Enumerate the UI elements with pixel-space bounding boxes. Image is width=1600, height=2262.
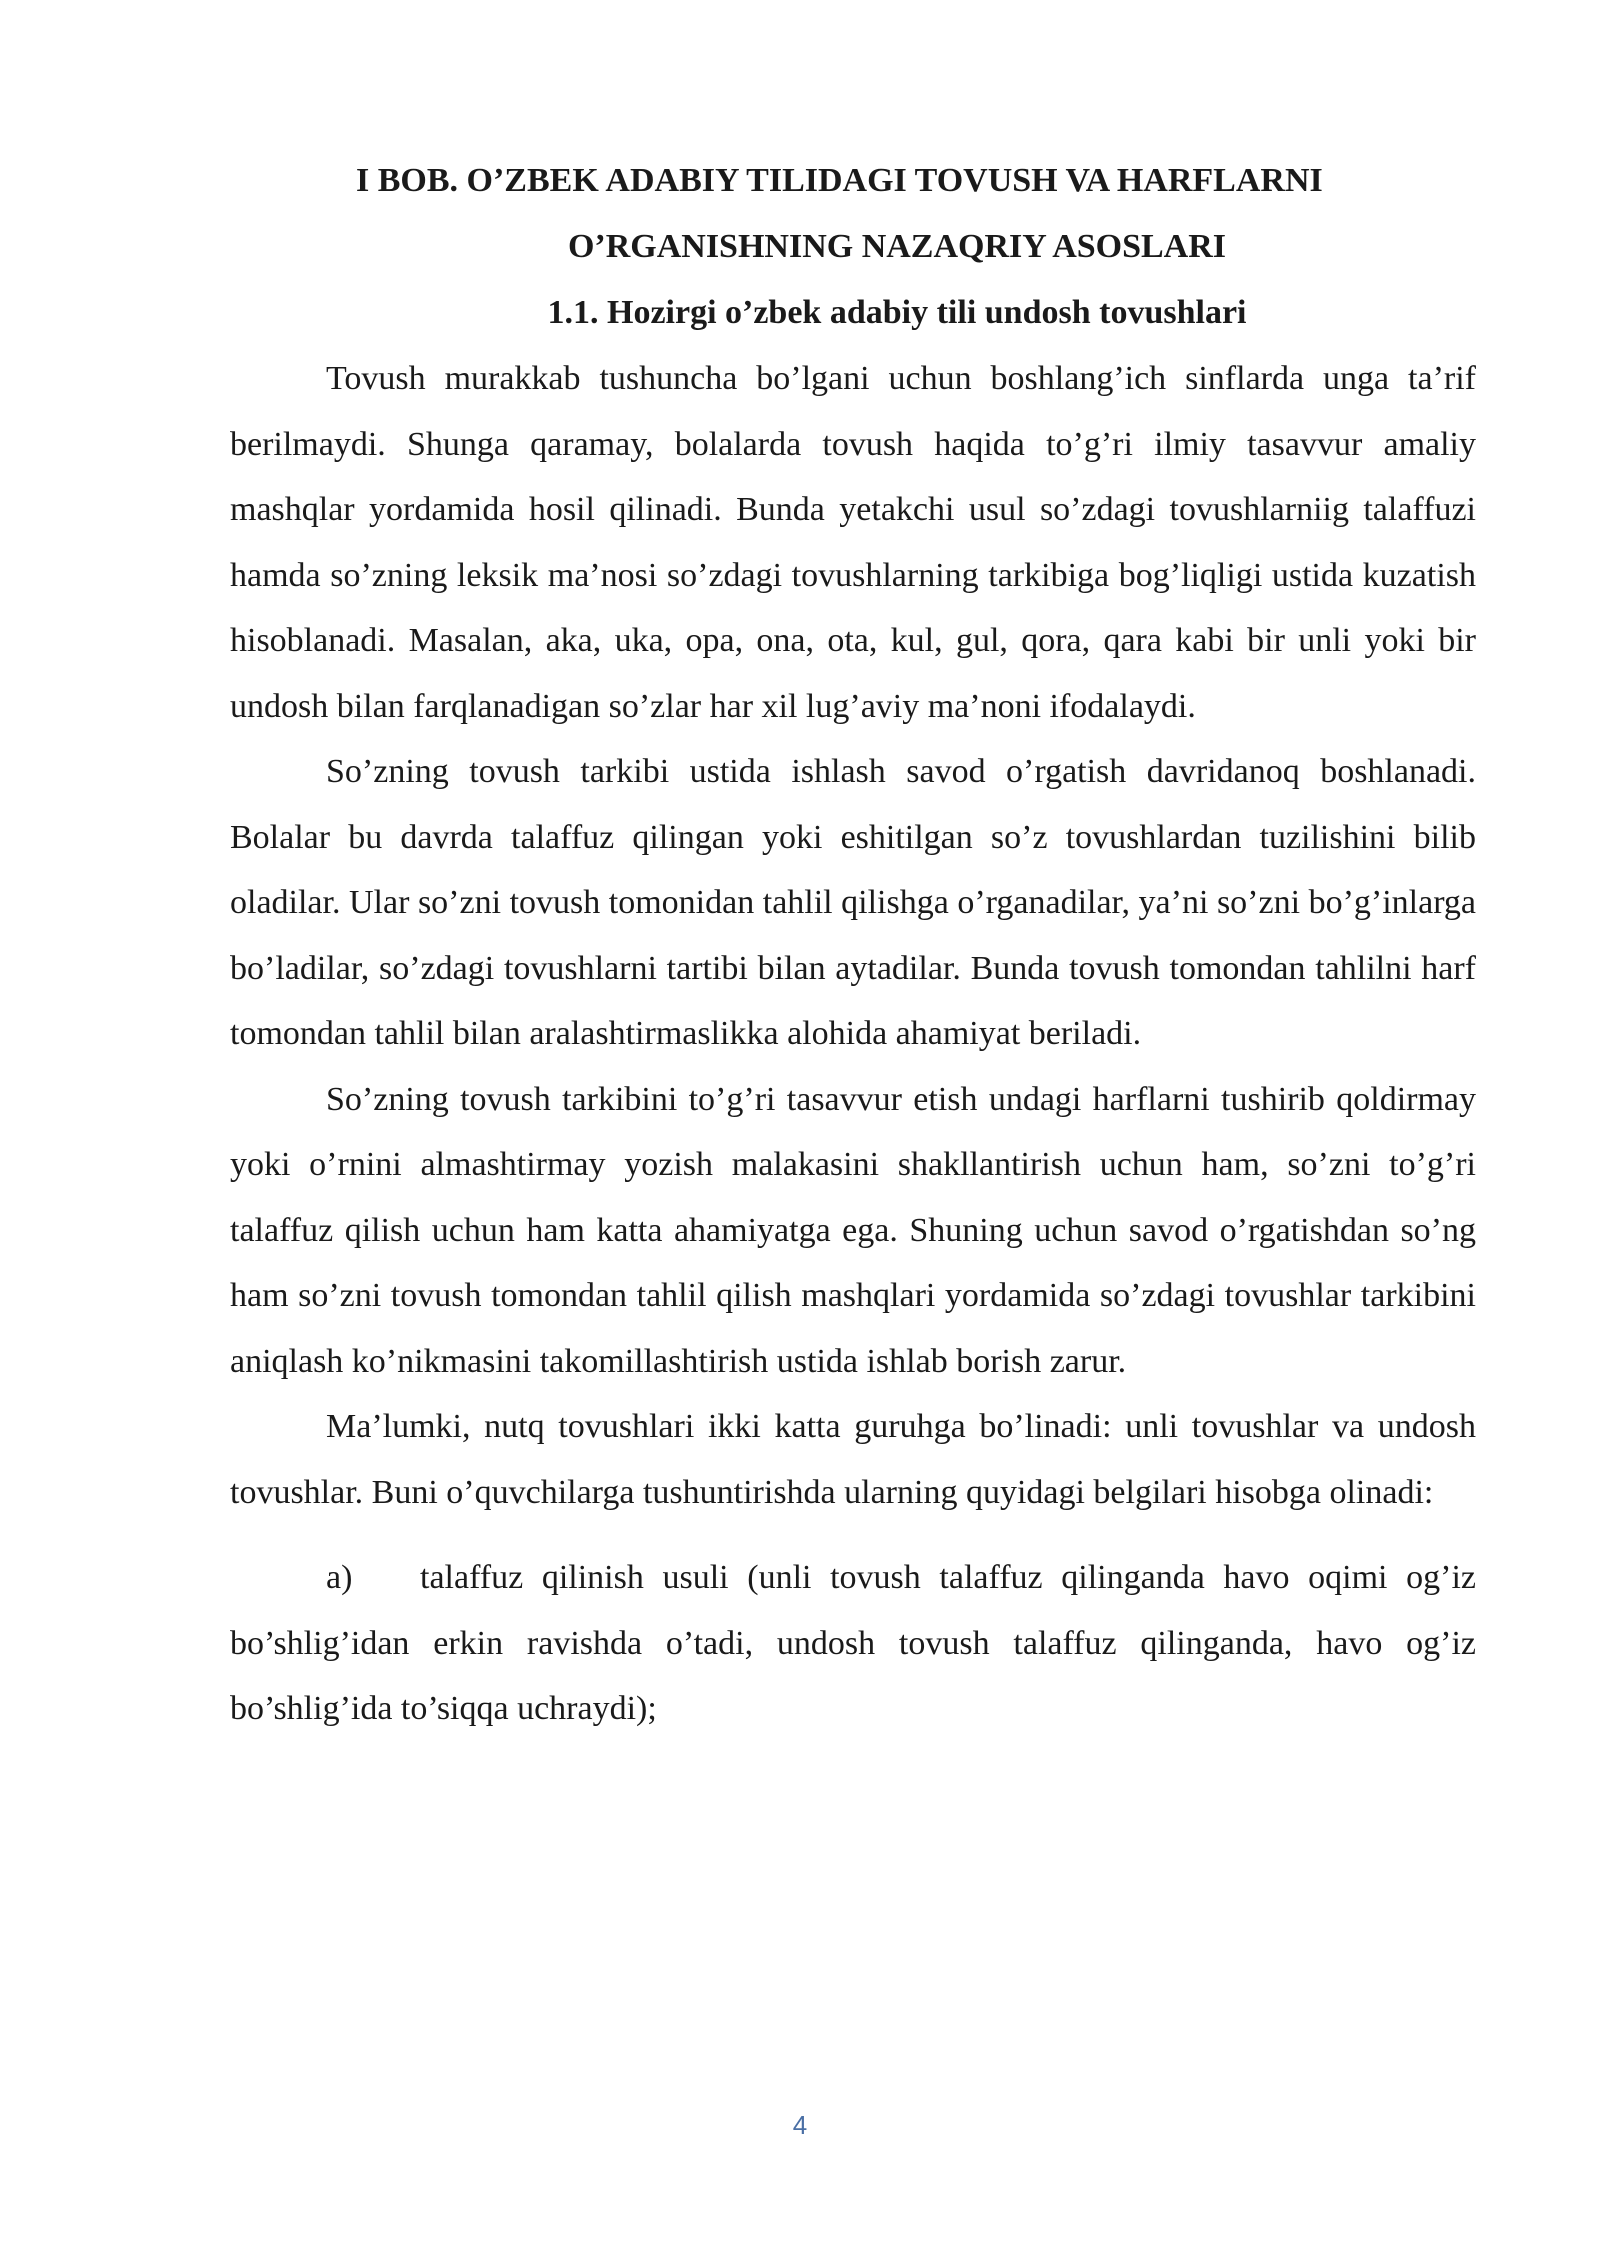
paragraph-4: Ma’lumki, nutq tovushlari ikki katta guruhga bo’linadi: unli tovushlar va undosh tovushlar. Buni o’quvchilarga tushuntirishda ularning quyidagi belgilari hisobga olinadi: (230, 1408, 1476, 1511)
section-title: 1.1. Hozirgi o’zbek adabiy tili undosh tovushlari (547, 294, 1247, 331)
paragraph-3: So’zning tovush tarkibini to’g’ri tasavvur etish undagi harflarni tushirib qoldirmay yoki o’rnini almashtirmay yozish malakasini shakllantirish uchun ham, so’zni to’g’ri talaffuz qilish uchun ham katta ahamiyatga ega. Shuning uchun savod o’rgatishdan so’ng ham so’zni tovush tomondan tahlil qilish mashqlari yordamida so’zdagi tovushlar tarkibini aniqlash ko’nikmasini takomillashtirish ustida ishlab borish zarur. (230, 1080, 1476, 1380)
paragraph-2: So’zning tovush tarkibi ustida ishlash savod o’rgatish davridanoq boshlanadi. Bolalar bu davrda talaffuz qilingan yoki eshitilgan so’z tovushlardan tuzilishini bilib oladilar. Ular so’zni tovush tomonidan tahlil qilishga o’rganadilar, ya’ni so’zni bo’g’inlarga bo’ladilar, so’zdagi tovushlarni tartibi bilan aytadilar. Bunda tovush tomondan tahlilni harf tomondan tahlil bilan aralashtirmaslikka alohida ahamiyat beriladi. (230, 753, 1476, 1052)
document-page (230, 148, 1476, 1742)
list-marker: a) (326, 1559, 353, 1596)
paragraph-1: Tovush murakkab tushuncha bo’lgani uchun boshlang’ich sinflarda unga ta’rif berilmaydi. Shunga qaramay, bolalarda tovush haqida to’g’ri ilmiy tasavvur amaliy mashqlar yordamida hosil qilinadi. Bunda yetakchi usul so’zdagi tovushlarniig talaffuzi hamda so’zning leksik ma’nosi so’zdagi tovushlarning tarkibiga bog’liqligi ustida kuzatish hisoblanadi. Masalan, aka, uka, opa, ona, ota, kul, gul, qora, qara kabi bir unli yoki bir undosh bilan farqlanadigan so’zlar har xil lug’aviy ma’noni ifodalaydi. (230, 360, 1476, 725)
list-item-text: talaffuz qilinish usuli (unli tovush talaffuz qilinganda havo oqimi og’iz bo’shlig’idan erkin ravishda o’tadi, undosh tovush talaffuz qilinganda, havo og’iz bo’shlig’ida to’siqqa uchraydi); (230, 1559, 1476, 1727)
chapter-title-line1: I BOB. O’ZBEK ADABIY TILIDAGI TOVUSH VA HARFLARNI (356, 162, 1323, 199)
page-number: 4 (792, 2110, 808, 2140)
chapter-title-line2: O’RGANISHNING NAZAQRIY ASOSLARI (567, 228, 1227, 265)
list-item-a (230, 1545, 1476, 1742)
